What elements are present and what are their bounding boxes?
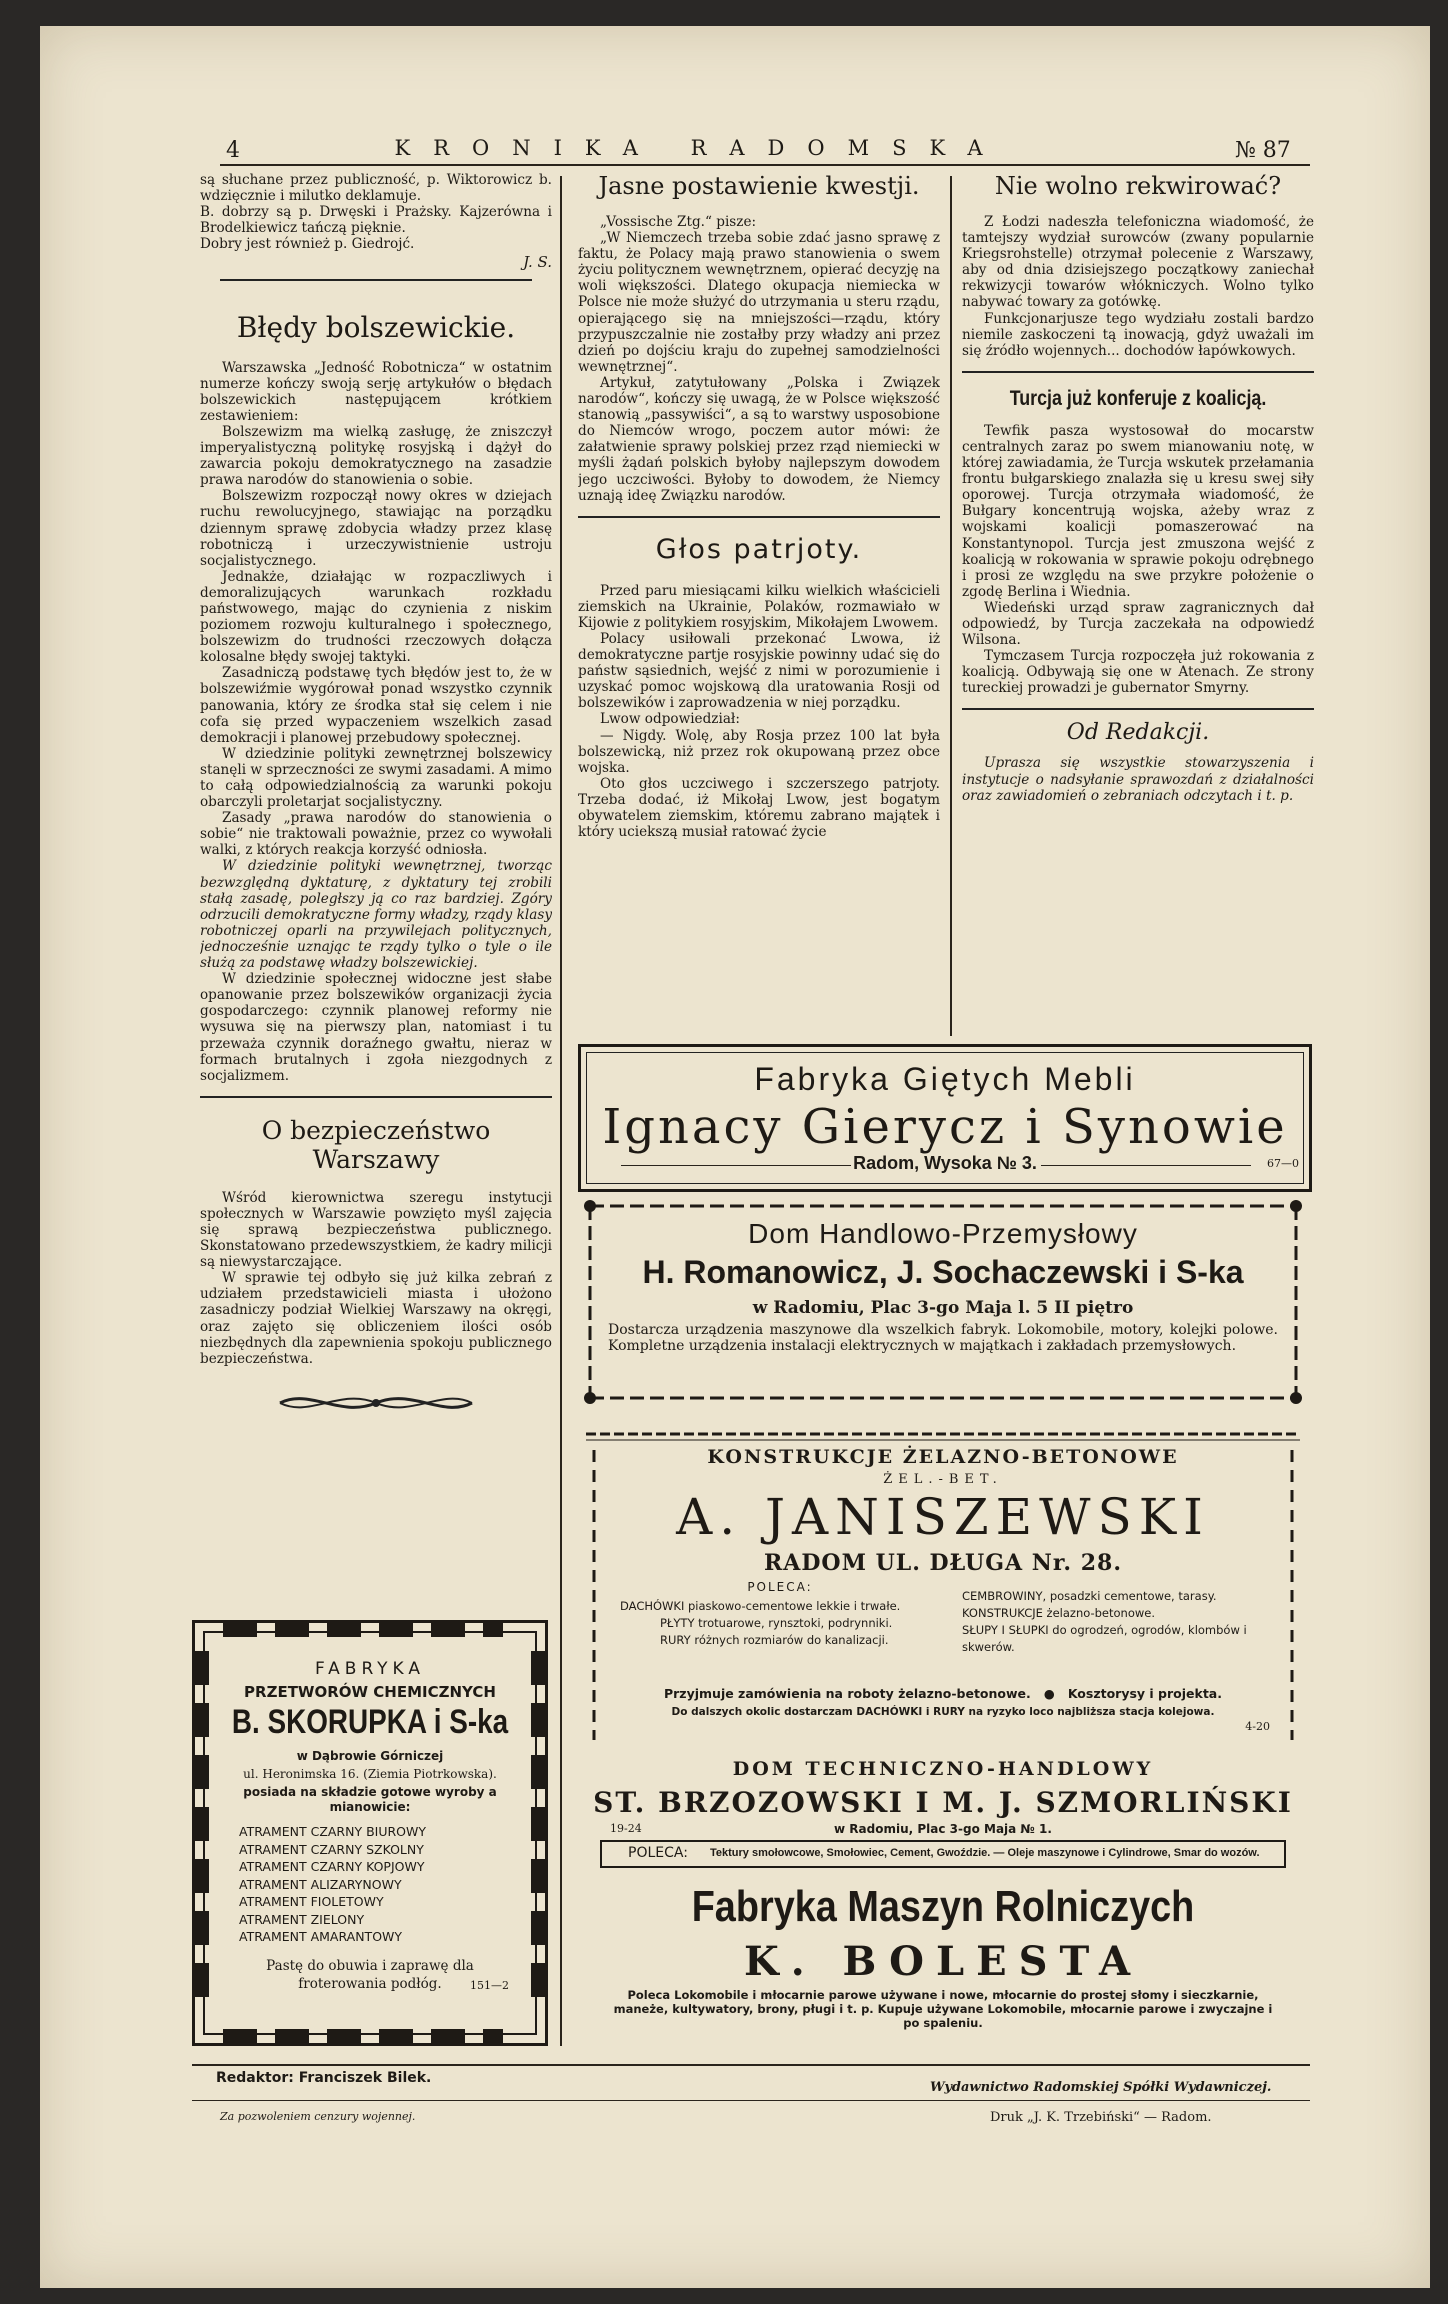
ad-brzozowski-box bbox=[600, 1840, 1286, 1868]
article-title-jasne: Jasne postawienie kwestji. bbox=[598, 172, 920, 200]
paragraph: Przed paru miesiącami kilku wielkich właścicieli ziemskich na Ukrainie, Polaków, rozmawiało w Kijowie z politykiem rosyjskim, Mikołajem Lwowem. bbox=[578, 582, 940, 631]
article-jasne bbox=[578, 214, 940, 504]
article-title-glos: Głos patrjoty. bbox=[655, 533, 863, 565]
article-title-bledy: Błędy bolszewickie. bbox=[236, 310, 516, 344]
ad-bolesta-name: K. BOLESTA bbox=[743, 1938, 1143, 1985]
ad-skorupka-stock: posiada na składzie gotowe wyroby a mianowicie: bbox=[243, 1785, 497, 1814]
ad-item: SŁUPY I SŁUPKI do ogrodzeń, ogrodów, klombów i skwerów. bbox=[962, 1623, 1247, 1654]
ad-brzozowski-title: DOM TECHNICZNO-HANDLOWY bbox=[732, 1758, 1154, 1780]
ad-janiszewski-title: KONSTRUKCJE ŻELAZNO-BETONOWE bbox=[707, 1446, 1179, 1468]
ad-skorupka bbox=[192, 1620, 548, 2046]
ad-gierycz-code: 67—0 bbox=[1267, 1157, 1299, 1170]
ad-item: RURY różnych rozmiarów do kanalizacji. bbox=[660, 1633, 889, 1647]
ad-skorupka-place: w Dąbrowie Górniczej bbox=[296, 1749, 444, 1763]
ad-janiszewski-code: 4-20 bbox=[1245, 1720, 1270, 1733]
footer-publisher: Wydawnictwo Radomskiej Spółki Wydawniczej. bbox=[930, 2080, 1272, 2095]
paragraph: Funkcjonarjusze tego wydziału zostali bardzo niemile zaskoczeni tą inowacją, gdyż uważali im się źródło wojennych... dochodów łapówkowych. bbox=[962, 310, 1314, 359]
header-rule bbox=[220, 164, 1310, 166]
ad-janiszewski-subtitle: ŻEL.-BET. bbox=[883, 1472, 1003, 1487]
article-glos bbox=[578, 583, 940, 841]
column-3 bbox=[962, 172, 1314, 1032]
paragraph: Lwow odpowiedział: bbox=[600, 711, 740, 728]
redakcja-notice bbox=[962, 755, 1314, 803]
article-title-redakcja: Od Redakcji. bbox=[1066, 720, 1210, 746]
ad-brzozowski bbox=[580, 1756, 1306, 1868]
ad-janiszewski-orders-row: Przyjmuje zamówienia na roboty żelazno-betonowe. ● Kosztorysy i projekta. bbox=[663, 1686, 1222, 1701]
ad-romanowicz-text: Dostarcza urządzenia maszynowe dla wszelkich fabryk. Lokomobile, motory, kolejki polowe. Kompletne urządzenia instalacji elektrycznych w majątkach i zakładach przemysłowych. bbox=[608, 1322, 1278, 1355]
paragraph: W dziedzinie polityki wewnętrznej, tworząc bezwzględną dyktaturę, z dyktatury tej zrobili stałą zasadę, poległszy ją co raz bardziej. Zgóry odrzucili demokratyczne formy władzy, rządy klasy robotniczej oparli na przywilejach politycznych, jednocześnie uznając te rządy tylko o tyle o ile służą za podstawę władzy bolszewickiej. bbox=[200, 858, 552, 972]
ad-brzozowski-items: Tektury smołowcowe, Smołowiec, Cement, Gwoździe. — Oleje maszynowe i Cylindrowe, Smar do wozów. bbox=[710, 1847, 1260, 1859]
ad-gierycz-line2: Ignacy Gierycz i Synowie bbox=[602, 1099, 1288, 1155]
ad-gierycz-line1: Fabryka Giętych Mebli bbox=[754, 1061, 1136, 1097]
paragraph: W dziedzinie polityki zewnętrznej bolszewicy stanęli w sprzeczności ze swymi zasadami. A mimo to całą odpowiedzialnością za warunki pokoju obarczyli proletarjat socjalistyczny. bbox=[200, 745, 552, 811]
ad-janiszewski-right bbox=[962, 1588, 1272, 1656]
ad-skorupka-paste: Pastę do obuwia i zaprawę dla froterowania podłóg. bbox=[266, 1958, 474, 1992]
article-bezpieczenstwo bbox=[200, 1190, 552, 1367]
ad-item: ATRAMENT AMARANTOWY bbox=[239, 1929, 403, 1944]
paragraph: B. dobrzy są p. Drwęski i Prażsky. Kajzerówna i Brodelkiewicz tańczą pięknie. bbox=[200, 204, 552, 237]
ad-bolesta-text: Poleca Lokomobile i młocarnie parowe używane i nowe, młocarnie do prostej słomy i sieczkarnie, maneże, kultywatory, brony, pługi i t. p. Kupuje używane Lokomobile, młocarnie parowe i zwyczajne i po spaleniu. bbox=[613, 1988, 1273, 2030]
ad-gierycz-address: Radom, Wysoka № 3. bbox=[853, 1153, 1037, 1173]
ad-romanowicz-address: w Radomiu, Plac 3-go Maja l. 5 II piętro bbox=[752, 1298, 1134, 1318]
article-bledy bbox=[200, 360, 552, 1084]
ad-brzozowski-poleca: POLECA: bbox=[628, 1845, 688, 1861]
paragraph: Artykuł, zatytułowany „Polska i Związek narodów“, kończy się uwagą, że w Polsce większość stanowią „passywiści“, a są to warstwy usposobione do Niemców wrogo, poczem autor mówi: że załatwienie sprawy polskiej przez rząd niemiecki w myśli żądań polskich byłoby najlepszym dowodem jego uczciwości. Byłoby to dowodem, że Niemcy uznają ideę Związku narodów. bbox=[578, 374, 940, 504]
article-title-bezpieczenstwo: O bezpieczeństwo Warszawy bbox=[261, 1115, 491, 1174]
ad-brzozowski-names: ST. BRZOZOWSKI I M. J. SZMORLIŃSKI bbox=[593, 1786, 1293, 1819]
ad-gierycz bbox=[578, 1044, 1312, 1192]
paragraph: Tewfik pasza wystosował do mocarstw centralnych zaraz po swem mianowaniu notę, w której zawiadamia, że Turcja wskutek przełamania frontu bułgarskiego znalazła się u kresu swej siły oporowej. Turcja otrzymała wiadomość, że Bułgary koncentrują wojska, ażeby wraz z wojskami koalicji pomaszerować na Konstantynopol. Turcja jest zmuszona wejść z koalicją w rokowania w sprawie pokoju odrębnego i prosi ze względu na swe przykre położenie o zgodę Berlina i Wiednia. bbox=[962, 422, 1314, 600]
ad-romanowicz-names: H. Romanowicz, J. Sochaczewski i S-ka bbox=[642, 1254, 1244, 1290]
ornament-divider bbox=[200, 1383, 552, 1423]
ad-item: ATRAMENT CZARNY BIUROWY bbox=[239, 1824, 427, 1839]
ad-bolesta bbox=[580, 1882, 1306, 2030]
signature: J. S. bbox=[523, 253, 552, 272]
ad-item: ATRAMENT ALIZARYNOWY bbox=[239, 1876, 402, 1892]
paragraph: Dobry jest również p. Giedrojć. bbox=[200, 236, 415, 253]
ad-brzozowski-address: w Radomiu, Plac 3-go Maja № 1. bbox=[834, 1822, 1052, 1836]
paragraph: Wiedeński urząd spraw zagranicznych dał odpowiedź, by Turcja zaczekała na odpowiedź Wilsona. bbox=[962, 599, 1314, 649]
paragraph: Tymczasem Turcja rozpoczęła już rokowania z koalicją. Odbywają się one w Atenach. Ze strony tureckiej prowadzi je gubernator Smyrny. bbox=[962, 648, 1314, 697]
paragraph: Bolszewizm rozpoczął nowy okres w dziejach ruchu rewolucyjnego, stawiając na porządku dziennym sprawę zdobycia władzy przez klasę robotniczą i urzeczywistnienie ustroju socjalistycznego. bbox=[200, 488, 552, 569]
newspaper-page bbox=[40, 26, 1430, 2288]
page-number: 4 bbox=[226, 138, 240, 163]
ad-item: CEMBROWINY, posadzki cementowe, tarasy. bbox=[962, 1589, 1217, 1603]
article-turcja bbox=[962, 423, 1314, 697]
ad-bolesta-title: Fabryka Maszyn Rolniczych bbox=[691, 1882, 1195, 1931]
paragraph: „Vossische Ztg.“ pisze: bbox=[600, 214, 757, 230]
footer-rule-2 bbox=[192, 2100, 1310, 2101]
ad-janiszewski-name: A. JANISZEWSKI bbox=[676, 1488, 1210, 1546]
ad-janiszewski bbox=[580, 1420, 1306, 1750]
masthead: KRONIKA RADOMSKA bbox=[394, 136, 1006, 160]
paragraph: Wśród kierownictwa szeregu instytucji społecznych w Warszawie powzięto myśl zajęcia się sprawą bezpieczeństwa publicznego. Skonstatowano przedewszystkiem, że kadry milicji są niewystarczające. bbox=[200, 1189, 552, 1271]
ad-brzozowski-code: 19-24 bbox=[610, 1822, 642, 1835]
ad-item: PŁYTY trotuarowe, rynsztoki, podrynniki. bbox=[660, 1616, 893, 1630]
article-rekwirowac bbox=[962, 214, 1314, 359]
article-title-rekwirowac: Nie wolno rekwirować? bbox=[994, 172, 1282, 200]
ad-janiszewski-estimates: Kosztorysy i projekta. bbox=[1067, 1686, 1222, 1701]
ad-item: ATRAMENT CZARNY KOPJOWY bbox=[239, 1859, 425, 1874]
ad-skorupka-items bbox=[239, 1823, 426, 1946]
ad-item: KONSTRUKCJE żelazno-betonowe. bbox=[962, 1606, 1156, 1620]
paragraph: W sprawie tej odbyło się już kilka zebrań z udziałem przedstawicieli miasta i ułożono zasadniczy podział Wielkiej Warszawy na okręgi, oraz zajęto się obliczeniem ilości osób niezbędnych dla zapewnienia spokoju publicznego bezpieczeństwa. bbox=[200, 1270, 552, 1367]
paragraph: W dziedzinie społecznej widoczne jest słabe opanowanie przez bolszewików organizacji życia gospodarczego: czynnik planowej reformy nie wysuwa się na pierwszy plan, natomiast i tu przeważa czynnik doraźnego gwałtu, nieraz w formach brutalnych i zgoła niezgodnych z socjalizmem. bbox=[200, 971, 552, 1084]
ad-item: ATRAMENT ZIELONY bbox=[239, 1911, 365, 1927]
ad-janiszewski-delivery: Do dalszych okolic dostarczam DACHÓWKI i RURY na ryzyko loco najbliższa stacja kolejowa. bbox=[671, 1706, 1215, 1718]
paragraph: Polacy usiłowali przekonać Lwowa, iż demokratyczne partje rosyjskie powinny udać się do państw sąsiednich, wejść z nimi w porozumienie i uzyskać pomoc wojskową dla uratowania Rosji od bolszewików i zaprowadzenia w niej porządku. bbox=[578, 630, 940, 712]
paragraph: Z Łodzi nadeszła telefoniczna wiadomość, że tamtejszy wydział surowców (zwany popularnie Kriegsrohstelle) otrzymał polecenie z Warszawy, aby od dnia dzisiejszego początkowy zaniechał rekwizycji towarów włókniczych. Wolno tylko nabywać towary za gotówkę. bbox=[962, 214, 1314, 311]
ad-skorupka-name: B. SKORUPKA i S-ka bbox=[231, 1703, 509, 1741]
ad-janiszewski-address: RADOM UL. DŁUGA Nr. 28. bbox=[763, 1550, 1123, 1576]
paragraph: — Nigdy. Wolę, aby Rosja przez 100 lat była bolszewicką, niż przez rok okupowaną przez obce wojska. bbox=[578, 727, 940, 776]
article-title-turcja: Turcja już konferuje z koalicją. bbox=[1009, 386, 1267, 410]
issue-number: № 87 bbox=[1235, 138, 1291, 163]
paragraph: Zasadniczą podstawę tych błędów jest to, że w bolszewiźmie wygórował ponad wszystko czynnik panowania, który ze środka stał się celem i nie cofa się przed wypaczeniem wszelkich zasad demokracji i planowej przebudowy społecznej. bbox=[200, 665, 552, 746]
ad-item: ATRAMENT FIOLETOWY bbox=[239, 1894, 384, 1909]
ad-skorupka-code: 151—2 bbox=[470, 1979, 509, 1992]
ad-janiszewski-poleca: POLECA: bbox=[747, 1580, 813, 1594]
ad-romanowicz-title: Dom Handlowo-Przemysłowy bbox=[748, 1218, 1138, 1249]
paragraph: Zasady „prawa narodów do stanowienia o sobie“ nie traktowali poważnie, przez co wywołali walki, z których reakcja korzyść odniosła. bbox=[200, 810, 552, 859]
paragraph: Uprasza się wszystkie stowarzyszenia i instytucje o nadsyłanie sprawozdań z działalności oraz zawiadomień o zebraniach odczytach i t. p. bbox=[962, 755, 1314, 804]
ad-skorupka-line2: PRZETWORÓW CHEMICZNYCH bbox=[244, 1683, 496, 1701]
footer-rule bbox=[192, 2064, 1310, 2066]
ad-item: ATRAMENT CZARNY SZKOLNY bbox=[239, 1841, 424, 1857]
ad-item: DACHÓWKI piaskowo-cementowe lekkie i trwałe. bbox=[620, 1599, 901, 1613]
column-rule-2 bbox=[950, 176, 952, 1036]
paragraph: Jednakże, działając w rozpaczliwych i demoralizujących warunkach rozkładu państwowego, mając do czynienia z niskim poziomem rozwoju kulturalnego i społecznego, bolszewizm do trudności rzeczowych dołącza kolosalne błędy swojej taktyki. bbox=[200, 568, 552, 666]
footer-editor: Redaktor: Franciszek Bilek. bbox=[216, 2070, 432, 2086]
paragraph: Oto głos uczciwego i szczerszego patrjoty. Trzeba dodać, iż Mikołaj Lwow, jest bogatym obywatelem ziemskim, któremu zabrano majątek i który uciekszą musiał ratować życie bbox=[578, 775, 940, 841]
column-rule-1 bbox=[560, 176, 562, 2046]
ad-skorupka-label: FABRYKA bbox=[314, 1659, 426, 1679]
theatre-review bbox=[200, 172, 552, 271]
ad-skorupka-street: ul. Heronimska 16. (Ziemia Piotrkowska). bbox=[243, 1767, 497, 1781]
paragraph: Bolszewizm ma wielką zasługę, że zniszczył imperyalistyczną politykę rosyjską i dążył do zawarcia pokoju demokratycznego na zasadzie prawa narodów do stanowienia o sobie. bbox=[200, 423, 552, 489]
footer-printer: Druk „J. K. Trzebiński“ — Radom. bbox=[990, 2110, 1212, 2125]
ad-janiszewski-left bbox=[620, 1598, 950, 1649]
paragraph: są słuchane przez publiczność, p. Wiktorowicz b. wdzięcznie i milutko deklamuje. bbox=[200, 172, 552, 205]
paragraph: „W Niemczech trzeba sobie zdać jasno sprawę z faktu, że Polacy mają prawo stanowienia o swem życiu politycznem wewnętrznem, opierać decyzję na woli większości. Dlatego okupacja niemiecka w Polsce nie może służyć do utrzymania u steru rządu, opierającego się na mniejszości—rządu, który przypuszczalnie nie zostałby przy władzy ani przez dzień po dojściu kraju do zupełnej samodzielności wewnętrznej“. bbox=[578, 230, 940, 375]
column-2 bbox=[578, 172, 940, 1032]
ad-janiszewski-orders: Przyjmuje zamówienia na roboty żelazno-betonowe. bbox=[663, 1686, 1031, 1701]
paragraph: Warszawska „Jedność Robotnicza“ w ostatnim numerze kończy swoją serję artykułów o błędach bolszewickich następującem krótkiem zestawieniem: bbox=[200, 359, 552, 424]
footer-censor: Za pozwoleniem cenzury wojennej. bbox=[220, 2110, 416, 2123]
ad-romanowicz bbox=[580, 1196, 1306, 1408]
